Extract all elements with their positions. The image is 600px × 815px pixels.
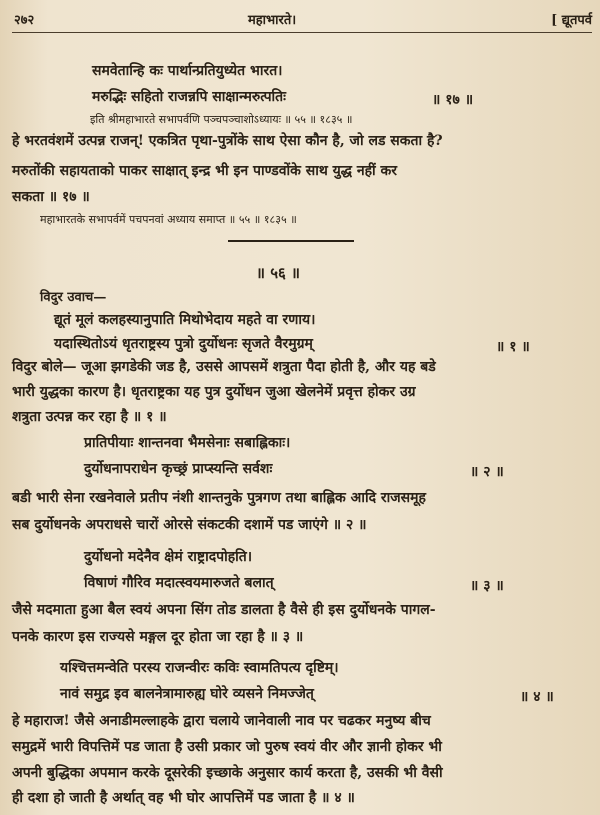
page-number: २७२ — [14, 13, 35, 28]
chapter-colophon-hindi: महाभारतके सभापर्वमें पचपनवां अध्याय समाप्त ॥ ५५ ॥ १८३५ ॥ — [40, 213, 297, 226]
speaker-label: विदुर उवाच— — [40, 290, 107, 305]
header-rule — [12, 32, 592, 33]
translation-17-line-2: मरुतोंकी सहायताको पाकर साक्षात् इन्द्र भी इन पाण्डवोंके साथ युद्ध नहीं कर — [12, 163, 398, 179]
verse-3-line-2: विषाणं गौरिव मदात्स्वयमारुजते बलात् — [84, 575, 274, 591]
section-name: [ द्यूतपर्व — [551, 13, 592, 28]
verse-17-line-1: समवेतान्हि कः पार्थान्प्रतियुध्येत भारत। — [92, 63, 283, 79]
translation-3-line-2: पनके कारण इस राज्यसे मङ्गल दूर होता जा रहा है ॥ ३ ॥ — [12, 629, 304, 645]
translation-1-line-2: भारी युद्धका कारण है। धृतराष्ट्रका यह पुत्र दुर्योधन जुआ खेलनेमें प्रवृत्त होकर उग्र — [12, 384, 416, 400]
verse-1-number: ॥ १ ॥ — [496, 339, 530, 355]
chapter-number: ॥ ५६ ॥ — [256, 264, 301, 282]
translation-17-line-1: हे भरतवंशमें उत्पन्न राजन्! एकत्रित पृथा-पुत्रोंके साथ ऐसा कौन है, जो लड सकता है? — [12, 133, 443, 149]
translation-1-line-1: विदुर बोले— जूआ झगडेकी जड है, उससे आपसमें शत्रुता पैदा होती है, और यह बडे — [12, 359, 436, 375]
verse-4-number: ॥ ४ ॥ — [520, 689, 554, 705]
verse-2-number: ॥ २ ॥ — [470, 464, 504, 480]
translation-2-line-2: सब दुर्योधनके अपराधसे चारों ओरसे संकटकी दशामें पड जाएंगे ॥ २ ॥ — [12, 517, 367, 533]
chapter-colophon-sanskrit: इति श्रीमहाभारते सभापर्वणि पञ्चपञ्चाशोऽध्यायः ॥ ५५ ॥ १८३५ ॥ — [90, 113, 353, 126]
verse-3-number: ॥ ३ ॥ — [470, 578, 504, 594]
translation-2-line-1: बडी भारी सेना रखनेवाले प्रतीप नंशी शान्तनुके पुत्रगण तथा बाह्लिक आदि राजसमूह — [12, 490, 426, 506]
translation-1-line-3: शत्रुता उत्पन्न कर रहा है ॥ १ ॥ — [12, 409, 167, 425]
verse-3-line-1: दुर्योधनो मदेनैव क्षेमं राष्ट्रादपोहति। — [84, 549, 253, 565]
translation-3-line-1: जैसे मदमाता हुआ बैल स्वयं अपना सिंग तोड डालता है वैसे ही इस दुर्योधनके पागल- — [12, 602, 436, 618]
page-header — [0, 8, 600, 32]
verse-2-line-1: प्रातिपीयाः शान्तनवा भैमसेनाः सबाह्लिकाः। — [84, 435, 291, 451]
running-title: महाभारते। — [248, 13, 297, 28]
verse-17-number: ॥ १७ ॥ — [432, 92, 474, 108]
translation-4-line-4: ही दशा हो जाती है अर्थात् वह भी घोर आपत्तिमें पड जाता है ॥ ४ ॥ — [12, 790, 355, 806]
translation-17-line-3: सकता ॥ १७ ॥ — [12, 189, 90, 205]
translation-4-line-2: समुद्रमें भारी विपत्तिमें पड जाता है उसी प्रकार जो पुरुष स्वयं वीर और ज्ञानी होकर भी — [12, 739, 442, 755]
verse-4-line-2: नावं समुद्र इव बालनेत्रामारुह्य घोरे व्यसने निमज्जेत् — [60, 686, 314, 702]
verse-1-line-1: द्यूतं मूलं कलहस्यानुपाति मिथोभेदाय महते वा रणाय। — [54, 312, 316, 328]
verse-17-line-2: मरुद्भिः सहितो राजन्नपि साक्षान्मरुत्पतिः — [92, 89, 286, 105]
translation-4-line-1: हे महाराज! जैसे अनाडीमल्लाहके द्वारा चलाये जानेवाली नाव पर चढकर मनुष्य बीच — [12, 713, 431, 729]
translation-4-line-3: अपनी बुद्धिका अपमान करके दूसरेकी इच्छाके अनुसार कार्य करता है, उसकी भी वैसी — [12, 765, 443, 781]
chapter-divider — [228, 240, 354, 242]
verse-4-line-1: यश्चित्तमन्वेति परस्य राजन्वीरः कविः स्वामतिपत्य दृष्टिम्। — [60, 660, 339, 676]
verse-2-line-2: दुर्योधनापराधेन कृच्छ्रं प्राप्स्यन्ति सर्वशः — [84, 461, 273, 477]
verse-1-line-2: यदास्थितोऽयं धृतराष्ट्रस्य पुत्रो दुर्योधनः सृजते वैरमुग्रम् — [54, 336, 313, 352]
